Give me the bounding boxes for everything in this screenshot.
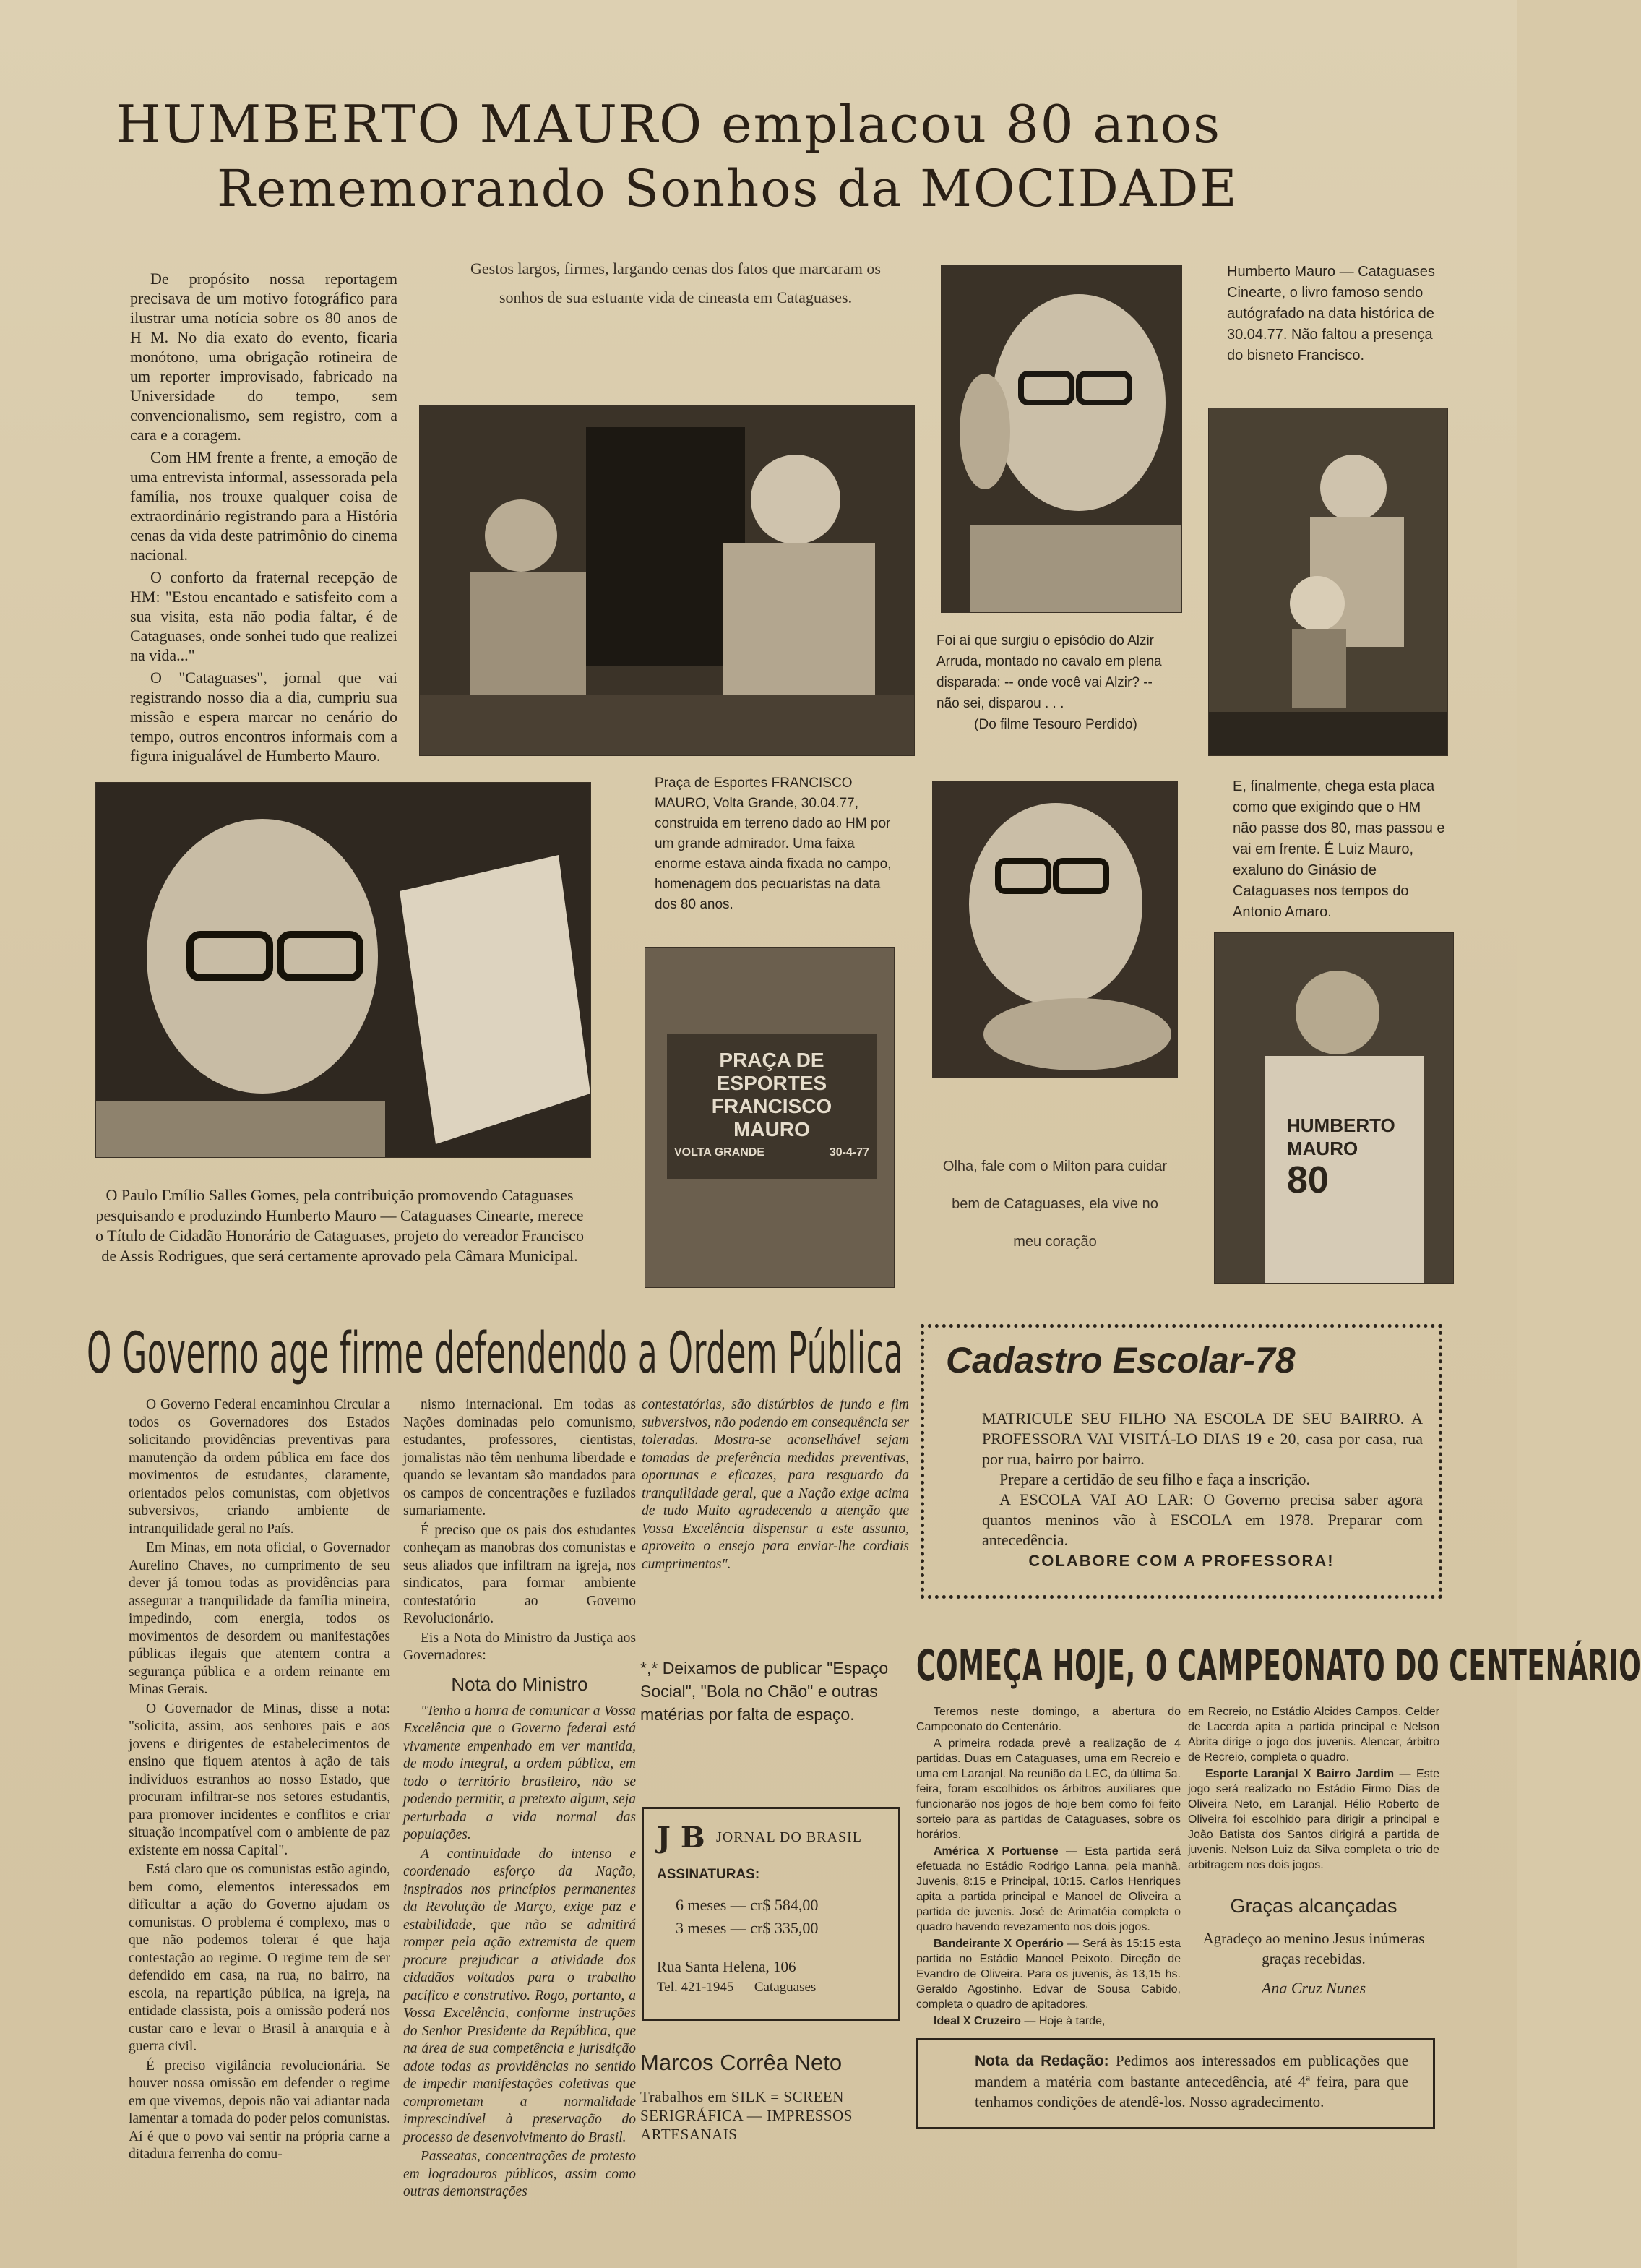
nota-redacao-label: Nota da Redação: xyxy=(975,2053,1109,2069)
headline-row-2 xyxy=(217,159,1481,218)
campeonato-col2-intro: em Recreio, no Estádio Alcides Campos. Celder de Lacerda apita a partida principal e Nelson Abrita dirige o jogo dos juvenis. Alencar, árbitro de Recreio, completa o quadro. xyxy=(1188,1706,1439,1764)
headline-line-1: HUMBERTO MAURO emplacou 80 anos xyxy=(116,94,1222,155)
shirt-text xyxy=(1287,1114,1410,1200)
governo-col-1 xyxy=(129,1396,390,2165)
article-main xyxy=(130,269,397,768)
gracas-sign: Ana Cruz Nunes xyxy=(1261,1979,1366,1997)
article-paragraph: De propósito nossa reportagem precisava de um motivo fotográfico para ilustrar uma notícia sobre os 80 anos de H M. No dia exato do evento, ficaria monótono, uma obrigação rotineira de um reporter improvisado, fabricado na Universidade do tempo, sem convencionalismo, sem registro, com a cara e a coragem. xyxy=(130,270,397,444)
photo-luiz-mauro-art xyxy=(1215,933,1453,1283)
governo-headline: O Governo age firme defendendo a Ordem Pública xyxy=(87,1321,904,1386)
gracas-title: Graças alcançadas xyxy=(1230,1895,1397,1917)
game-2-title: Bandeirante X Operário xyxy=(934,1938,1064,1950)
shirt-line-1: HUMBERTO xyxy=(1287,1114,1395,1136)
governo-paragraph: Eis a Nota do Ministro da Justiça aos Governadores: xyxy=(403,1630,636,1663)
jb-address: Rua Santa Helena, 106 xyxy=(657,1958,796,1975)
photo-interview xyxy=(419,405,915,756)
photo-hm-bisneto-art xyxy=(1209,408,1447,755)
caption-praca: Praça de Esportes FRANCISCO MAURO, Volta Grande, 30.04.77, construida em terreno dado ao HM por um grande admirador. Uma faixa enorme estava ainda fixada no campo, homenagem dos pecuaristas na data dos 80 anos. xyxy=(655,776,892,912)
shirt-line-3: 80 xyxy=(1287,1159,1329,1201)
nota-redacao-text: Pedimos aos interessados em publicações que mandem a matéria com bastante antecedência, até 4ª feira, para que tenhamos condições de atendê-los. Nosso agradecimento. xyxy=(975,2052,1409,2110)
game-1-text: Esta partida será efetuada no Estádio Rodrigo Lanna, pela manhã. Juvenis, 8:15 e Principal, 10:15. Carlos Henriques apita a partida principal e Manoel de Oliveira a partida de juvenis. José de Arimatéia completa o quadro havendo revezamento nos dois jogos. xyxy=(916,1845,1181,1933)
governo-paragraph: Em Minas, em nota oficial, o Governador Aurelino Chaves, no cumprimento de seu dever já tomou todas as providências para assegurar a tranquilidade da família mineira, impedindo, com energia, todos os movimentos de desordem ou manifestações públicas ilegais que atentem contra a segurança pública e a ordem reinante em Minas Gerais. xyxy=(129,1540,390,1697)
jb-box xyxy=(642,1807,900,2021)
cadastro-title: Cadastro Escolar-78 xyxy=(946,1340,1296,1380)
caption-placa: E, finalmente, chega esta placa como que exigindo que o HM não passe dos 80, mas passou e vai em frente. É Luiz Mauro, exaluno do Ginásio de Cataguases nos tempos do Antonio Amaro. xyxy=(1233,778,1445,920)
caption-livro: Humberto Mauro — Cataguases Cinearte, o livro famoso sendo autógrafado na data histórica de 30.04.77. Não faltou a presença do bisneto Francisco. xyxy=(1227,264,1435,364)
governo-paragraph: É preciso que os pais dos estudantes conheçam as manobras dos comunistas e seus aliados que infiltram na igreja, nos sindicatos, para formar ambiente contestatório ao Governo Revolucionário. xyxy=(403,1522,636,1626)
article-paragraph: O conforto da fraternal recepção de HM: "Estou encantado e satisfeito com a sua visita, esta não podia faltar, é de Cataguases, onde sonhei tudo que realizei na vida..." xyxy=(130,568,397,664)
article-paragraph: O "Cataguases", jornal que vai registrando nosso dia a dia, cumpriu sua missão e espera marcar no cenário do tempo, outros encontros informais com a figura inigualável de Humberto Mauro. xyxy=(130,669,397,765)
sign-footer xyxy=(674,1141,869,1164)
jb-plan-6: 6 meses — cr$ 584,00 xyxy=(676,1896,819,1914)
campeonato-paragraph: Teremos neste domingo, a abertura do Campeonato do Centenário. xyxy=(916,1706,1181,1733)
nota-ministro-title: Nota do Ministro xyxy=(451,1672,588,1695)
photo-luiz-mauro xyxy=(1214,932,1454,1284)
game-3-title: Ideal X Cruzeiro xyxy=(934,2015,1021,2027)
sign-text xyxy=(674,1049,869,1164)
sign-line-4: 30-4-77 xyxy=(829,1146,869,1159)
espaco-note xyxy=(640,1657,909,1726)
governo-paragraph: O Governador de Minas, disse a nota: "solicita, assim, aos senhores pais e aos jovens e dirigentes de estabelecimentos de ensino que fiquem atentos à ação de tais indivíduos estranhos ao nosso Estado, que procuram infiltrar-se nos setores estudantis, para promover incidentes e conflitos e criar situação incompatível com o ambiente de paz existente em nossa Capital". xyxy=(129,1701,390,1858)
caption-milton: Olha, fale com o Milton para cuidar bem de Cataguases, ela vive no meu coração xyxy=(942,1159,1168,1250)
game-4-title: Esporte Laranjal X Bairro Jardim xyxy=(1205,1768,1395,1780)
nota-redacao-box xyxy=(916,2038,1435,2129)
jb-name: JORNAL DO BRASIL xyxy=(716,1829,862,1845)
shirt-line-2: MAURO xyxy=(1287,1138,1358,1159)
caption-alzir-source: (Do filme Tesouro Perdido) xyxy=(974,717,1137,732)
cadastro-body xyxy=(982,1409,1423,1550)
photo-hm-talking xyxy=(932,781,1178,1078)
jb-logo: J B xyxy=(657,1821,705,1855)
espaco-text: Deixamos de publicar "Espaço Social", "Bola no Chão" e outras matérias por falta de espaço. xyxy=(640,1659,889,1724)
game-1-title: América X Portuense xyxy=(934,1845,1059,1857)
campeonato-col-2 xyxy=(1188,1704,1439,1874)
jb-tel: Tel. 421-1945 — Cataguases xyxy=(657,1980,817,1995)
sign-line-1: PRAÇA DE ESPORTES xyxy=(716,1049,827,1094)
game-3-text: Hoje à tarde, xyxy=(1038,2015,1106,2027)
main-headline xyxy=(116,94,1489,155)
governo-paragraph: O Governo Federal encaminhou Circular a todos os Governadores dos Estados solicitando providências preventivas para manutenção da ordem pública em face dos movimentos de estudantes, claramente, orientados pelos comunistas, com objetivos subversivos, criando ambiente de intranquilidade geral no País. xyxy=(129,1397,390,1537)
photo-praca-sign xyxy=(645,947,895,1288)
espaco-marks: *,* xyxy=(640,1659,658,1678)
cadastro-box xyxy=(921,1324,1442,1599)
sign-line-3: VOLTA GRANDE xyxy=(674,1146,765,1159)
game-4: Esporte Laranjal X Bairro Jardim — Este jogo será realizado no Estádio Firmo Dias de Oliveira Neto, em Laranjal. Hélio Roberto de Oliveira foi escolhido para dirigir a principal e João Batista dos Santos dirigirá a partida de juvenis. Nelson Luiz da Silva completa o trio de arbitragem nos dois jogos. xyxy=(1188,1768,1440,1871)
governo-paragraph: É preciso vigilância revolucionária. Se houver nossa omissão em defender o regime em que vivemos, depois não vai adiantar nada lamentar a tomada do poder pelos comunistas. Aí é que o povo vai sentir na própria carne a ditadura ferrenha do comu- xyxy=(129,2058,390,2162)
jb-plan-3: 3 meses — cr$ 335,00 xyxy=(676,1919,819,1937)
game-1: América X Portuense — Esta partida será efetuada no Estádio Rodrigo Lanna, pela manhã. Juvenis, 8:15 e Principal, 10:15. Carlos Henriques apita a partida principal e Manoel de Oliveira a partida de juvenis. José de Arimatéia completa o quadro havendo revezamento nos dois jogos. xyxy=(916,1845,1181,1933)
gracas-text: Agradeço ao menino Jesus inúmeras graças recebidas. xyxy=(1202,1930,1425,1967)
photo-hm-reading xyxy=(95,782,591,1158)
campeonato-col-1 xyxy=(916,1704,1181,2030)
game-3: Ideal X Cruzeiro — Hoje à tarde, xyxy=(934,2015,1106,2027)
nota-redacao-body xyxy=(975,2050,1408,2112)
jb-assinaturas: ASSINATURAS: xyxy=(657,1867,760,1882)
governo-paragraph: Está claro que os comunistas estão agindo, bem como, elementos interessados em dificultar a ação do Governo ajudam os comunistas. O problema é complexo, mas o que não podemos tolerar é que haja contestação ao regime. O regime tem de ser defendido em casa, na rua, no bairro, na escola, na repartição pública, na igreja, na entidade classista, pois a omissão poderá nos custar caro e levar o Brasil à anarquia e à guerra civil. xyxy=(129,1862,390,2054)
game-2: Bandeirante X Operário — Será às 15:15 esta partida no Estádio Manoel Peixoto. Direção de Evandro de Oliveira. Para os juvenis, às 13,15 hs. Geraldo Agostinho. Edvar de Sousa Cabido, completa o quadro de apitadores. xyxy=(916,1938,1181,2011)
governo-paragraph-italic: "Tenho a honra de comunicar a Vossa Excelência que o Governo federal está vivamente empenhado em ver mantida, de modo integral, a ordem pública, em todo o território brasileiro, não se podendo permitir, a pretexto algum, seja perturbada a vida normal das populações. xyxy=(403,1703,636,1842)
cadastro-p2: Prepare a certidão de seu filho e faça a inscrição. xyxy=(999,1470,1310,1488)
photo-hm-reading-art xyxy=(96,783,590,1157)
photo-interview-art xyxy=(420,405,914,755)
governo-headline-wrap xyxy=(87,1321,910,1386)
caption-paulo-emilio: O Paulo Emílio Salles Gomes, pela contribuição promovendo Cataguases pesquisando e produzindo Humberto Mauro — Cataguases Cinearte, merece o Título de Cidadão Honorário de Cataguases, projeto do vereador Francisco de Assis Rodrigues, que será certamente aprovado pela Câmara Municipal. xyxy=(95,1186,584,1265)
game-2-text: Será às 15:15 esta partida no Estádio Manoel Peixoto. Direção de Evandro de Oliveira. Para os juvenis, às 13,15 hs. Geraldo Agostinho. Edvar de Sousa Cabido, completa o quadro de apitadores. xyxy=(916,1938,1181,2011)
sign-line-2: FRANCISCO MAURO xyxy=(711,1095,832,1141)
photo-hm-talking-art xyxy=(933,781,1177,1078)
governo-paragraph-italic: Passeatas, concentrações de protesto em logradouros públicos, assim como outras demonstrações xyxy=(403,2149,636,2199)
article-paragraph: Com HM frente a frente, a emoção de uma entrevista informal, assessorada pela família, nos trouxe qualquer coisa de extraordinário registrando para a História cenas da vida deste patrimônio do cinema nacional. xyxy=(130,448,397,564)
campeonato-headline: COMEÇA HOJE, O CAMPEONATO DO CENTENÁRIO xyxy=(916,1641,1641,1691)
marcos-name: Marcos Corrêa Neto xyxy=(640,2050,843,2075)
game-4-text: Este jogo será realizado no Estádio Firmo Dias de Oliveira Neto, em Laranjal. Hélio Roberto de Oliveira foi escolhido para dirigir a principal e João Batista dos Santos dirigirá a partida de juvenis. Nelson Luiz da Silva completa o trio de arbitragem nos dois jogos. xyxy=(1188,1768,1440,1871)
governo-col-2 xyxy=(403,1396,636,2203)
cadastro-p1: MATRICULE SEU FILHO NA ESCOLA DE SEU BAIRRO. A PROFESSORA VAI VISITÁ-LO DIAS 19 e 20, casa por casa, rua por rua, bairro por bairro. xyxy=(982,1409,1423,1468)
governo-paragraph-italic: A continuidade do intenso e coordenado esforço da Nação, inspirados nos princípios permanentes da Revolução de Março, exige paz e estabilidade, que não se admitirá romper pela ação extremista de quem procure prejudicar a atividade dos cidadãos voltados para o trabalho pacífico e construtivo. Rogo, portanto, a Vossa Excelência, conforme instruções do Senhor Presidente da República, que na área de sua competência e jurisdição adote todas as providências no sentido de impedir manifestações coletivas que comprometam a normalidade imprescindível à preservação do processo de desenvolvimento do Brasil. xyxy=(403,1846,636,2145)
caption-alzir xyxy=(936,630,1175,735)
governo-col-3: contestatórias, são distúrbios de fundo e fim subversivos, não podendo em consequência ser toleradas. Mostra-se aconselhável sejam tomadas de preferência medidas preventivas, oportunas e eficazes, para resguardo da tranquilidade geral, que a Nação exige acima de tudo Muito agradecendo a atenção que Vossa Excelência dispensar a este assunto, aproveito o ensejo para enviar-lhe cordiais cumprimentos". xyxy=(642,1397,909,1572)
photo-hm-closeup xyxy=(941,265,1182,613)
headline-line-2: Rememorando Sonhos da MOCIDADE xyxy=(217,159,1239,218)
cadastro-cta: COLABORE COM A PROFESSORA! xyxy=(1028,1552,1335,1570)
campeonato-headline-wrap xyxy=(916,1641,1641,1691)
cadastro-p3: A ESCOLA VAI AO LAR: O Governo precisa saber agora quantos meninos vão à ESCOLA em 1978. Preparar com antecedência. xyxy=(982,1490,1423,1549)
caption-alzir-text: Foi aí que surgiu o episódio do Alzir Arruda, montado no cavalo em plena disparada: -- onde você vai Alzir? -- não sei, disparou . . . xyxy=(936,633,1162,711)
photo-hm-closeup-art xyxy=(942,265,1181,612)
caption-gestos: Gestos largos, firmes, largando cenas dos fatos que marcaram os sonhos de sua estuante vida de cineasta em Cataguases. xyxy=(470,259,881,306)
photo-hm-bisneto xyxy=(1208,408,1448,756)
campeonato-paragraph: A primeira rodada prevê a realização de 4 partidas. Duas em Cataguases, uma em Recreio e uma em Laranjal. Na reunião da LEC, da última 5a. feira, foram escolhidos os árbitros auxiliares que funcionarão nos jogos de hoje bem como foi feito sorteio para as partidas de Cataguases, sobre os horários. xyxy=(916,1737,1181,1841)
marcos-text: Trabalhos em SILK = SCREEN SERIGRÁFICA — IMPRESSOS ARTESANAIS xyxy=(640,2088,853,2143)
governo-paragraph: nismo internacional. Em todas as Nações dominadas pelo comunismo, estudantes, professores, cientistas, jornalistas não têm nenhuma liberdade e quando se levantam são mandados para os campos de concentrações e fuzilados sumariamente. xyxy=(403,1397,636,1519)
